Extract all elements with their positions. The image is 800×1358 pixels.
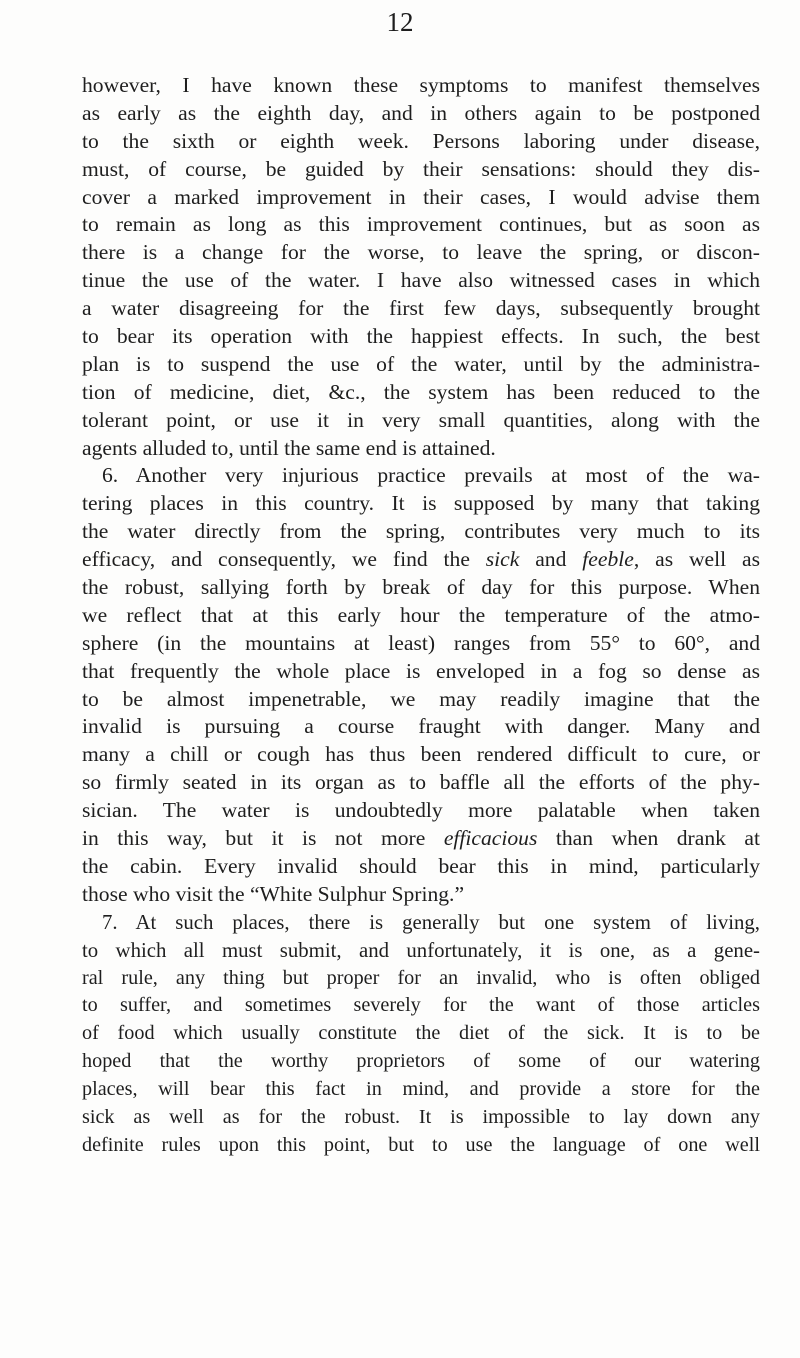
text-line: ral rule, any thing but proper for an invalid, who is often obliged xyxy=(82,966,760,989)
italic-word: sick xyxy=(485,547,520,572)
text-line: the cabin. Every invalid should bear this in mind, particularly xyxy=(82,853,760,878)
text-line: however, I have known these symptoms to manifest themselves xyxy=(82,73,760,97)
text-line-with-italics xyxy=(82,546,760,574)
text-line: invalid is pursuing a course fraught with danger. Many and xyxy=(82,714,760,739)
text-line: sphere (in the mountains at least) ranges from 55° to 60°, and xyxy=(82,630,760,655)
text-run: , as well as xyxy=(633,547,760,572)
text-line: must, of course, be guided by their sensations: should they dis- xyxy=(82,156,760,181)
text-line: cover a marked improvement in their cases, I would advise them xyxy=(82,184,760,209)
text-line: of food which usually constitute the diet of the sick. It is to be xyxy=(82,1022,760,1045)
text-line: hoped that the worthy proprietors of some of our watering xyxy=(82,1050,760,1073)
text-line: to the sixth or eighth week. Persons laboring under disease, xyxy=(82,128,760,153)
text-line: the water directly from the spring, contributes very much to its xyxy=(82,519,760,544)
text-line: sick as well as for the robust. It is impossible to lay down any xyxy=(82,1105,760,1128)
text-line: to be almost impenetrable, we may readily imagine that the xyxy=(82,686,760,711)
text-line: definite rules upon this point, but to use the language of one well xyxy=(82,1133,760,1156)
text-line: tinue the use of the water. I have also witnessed cases in which xyxy=(82,268,760,293)
text-line: those who visit the “White Sulphur Spring.” xyxy=(82,881,465,906)
text-line: as early as the eighth day, and in others again to be postponed xyxy=(82,100,760,125)
text-run: than when drank at xyxy=(537,826,760,851)
text-line: to bear its operation with the happiest effects. In such, the best xyxy=(82,324,760,349)
text-line: the robust, sallying forth by break of day for this purpose. When xyxy=(82,575,760,600)
italic-word: feeble xyxy=(582,547,634,572)
text-line: many a chill or cough has thus been rendered difficult to cure, or xyxy=(82,742,760,767)
text-run: in this way, but it is not more xyxy=(82,826,444,851)
italic-word: efficacious xyxy=(443,826,538,851)
text-line: that frequently the whole place is enveloped in a fog so dense as xyxy=(82,658,760,683)
text-line: tering places in this country. It is supposed by many that taking xyxy=(82,491,760,516)
text-line: tolerant point, or use it in very small quantities, along with the xyxy=(82,407,760,432)
text-line: plan is to suspend the use of the water, until by the administra- xyxy=(82,351,760,376)
text-run: efficacy, and consequently, we find the xyxy=(82,547,486,572)
text-line: a water disagreeing for the first few days, subsequently brought xyxy=(82,296,760,321)
text-line: agents alluded to, until the same end is attained. xyxy=(82,435,496,460)
text-line: tion of medicine, diet, &c., the system has been reduced to the xyxy=(82,379,760,404)
text-line: sician. The water is undoubtedly more palatable when taken xyxy=(82,798,760,823)
text-line: to which all must submit, and unfortunately, it is one, as a gene- xyxy=(82,938,760,962)
text-line: we reflect that at this early hour the temperature of the atmo- xyxy=(82,602,760,627)
body-text xyxy=(82,72,760,1160)
text-line: places, will bear this fact in mind, and provide a store for the xyxy=(82,1078,760,1101)
page-number: 12 xyxy=(386,7,414,37)
paragraph-7-first-line: 7. At such places, there is generally but one system of living, xyxy=(102,910,760,934)
text-line: to remain as long as this improvement continues, but as soon as xyxy=(82,212,760,237)
text-line: there is a change for the worse, to leave the spring, or discon- xyxy=(82,240,760,265)
paragraph-6-first-line: 6. Another very injurious practice prevails at most of the wa- xyxy=(102,463,760,488)
text-line: so firmly seated in its organ as to baffle all the efforts of the phy- xyxy=(82,770,760,795)
text-run: and xyxy=(519,547,583,572)
text-line: to suffer, and sometimes severely for the want of those articles xyxy=(82,994,760,1017)
text-line-with-italics xyxy=(82,825,760,853)
